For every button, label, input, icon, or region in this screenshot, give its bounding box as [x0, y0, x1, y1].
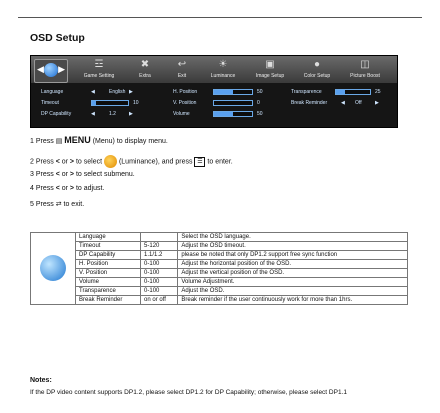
tools-icon: ✖ — [140, 59, 150, 70]
osd-menu-image — [30, 55, 398, 128]
osd-extra-value: Off — [355, 100, 362, 106]
left-key-icon: < — [55, 171, 60, 178]
osd-row-label: Timeout — [41, 100, 59, 106]
left-key-icon: < — [55, 158, 60, 166]
right-key-icon: > — [69, 171, 75, 178]
exit-icon: ↩ — [177, 59, 187, 70]
osd-bar-label: Volume — [173, 111, 190, 117]
luminance-icon — [104, 155, 117, 168]
gamepad-icon: ☲ — [94, 59, 104, 70]
osd-tab-picture-boost: ◫ Picture Boost — [350, 59, 380, 79]
step-5: 5 Press ⇄ to exit. — [30, 201, 85, 208]
osd-bar-value: 0 — [257, 100, 260, 106]
image-icon: ▣ — [265, 59, 275, 70]
table-row: Timeout 5-120 Adjust the OSD timeout. — [31, 242, 408, 251]
luminance-icon — [44, 63, 58, 77]
table-row: H. Position 0-100 Adjust the horizontal position of the OSD. — [31, 260, 408, 269]
osd-tab-image-setup: ▣ Image Setup — [255, 59, 285, 79]
osd-spec-table — [30, 232, 408, 305]
table-row: Volume 0-100 Volume Adjustment. — [31, 278, 408, 287]
osd-extra-label: Break Reminder — [291, 100, 328, 106]
arrow-right-icon: ▶ — [129, 89, 133, 95]
chevron-left-icon: ◀ — [37, 64, 44, 74]
osd-row-label: DP Capability — [41, 111, 72, 117]
right-key-icon: > — [69, 158, 75, 166]
osd-transparence-bar — [335, 89, 371, 95]
osd-tab-game-setting: ☲ Game Setting — [83, 59, 115, 79]
step-1: 1 Press ▤ MENU (Menu) to display menu. — [30, 135, 168, 145]
exit-key-icon: ⇄ — [55, 201, 62, 208]
page-title: OSD Setup — [30, 32, 85, 44]
luminance-globe-icon — [40, 255, 66, 281]
arrow-left-icon: ◀ — [341, 100, 345, 106]
palette-icon: ● — [313, 59, 321, 70]
step-3: 3 Press < or > to select submenu. — [30, 171, 135, 178]
osd-row-value: English — [109, 89, 126, 95]
osd-tab-color-setup: ● Color Setup — [303, 59, 331, 79]
osd-tab-luminance: ☀ Luminance — [210, 59, 236, 79]
left-key-icon: < — [55, 185, 60, 192]
notes-text: If the DP video content supports DP1.2, please select DP1.2 for DP Capability; otherwise, please select DP1.1 — [30, 389, 347, 396]
osd-settings-panel — [31, 83, 397, 127]
table-row: Break Reminder on or off Break reminder if the user continuously work for more than 1hrs. — [31, 296, 408, 305]
osd-tab-extra: ✖ Extra — [139, 59, 151, 79]
top-rule — [18, 17, 422, 18]
table-row: Language Select the OSD language. — [31, 233, 408, 242]
sun-icon: ☀ — [218, 59, 228, 70]
step-2: 2 Press < or > to select (Luminance), and press ☰ to enter. — [30, 155, 233, 168]
osd-vpos-bar — [213, 100, 253, 106]
arrow-right-icon: ▶ — [375, 100, 379, 106]
menu-key-label: MENU — [64, 135, 91, 145]
osd-row-value: 1.2 — [109, 111, 116, 117]
osd-tab-bar — [31, 56, 397, 83]
arrow-left-icon: ◀ — [91, 111, 95, 117]
osd-volume-bar — [213, 111, 253, 117]
arrow-left-icon: ◀ — [91, 89, 95, 95]
osd-bar-value: 50 — [257, 111, 263, 117]
osd-bar-label: V. Position — [173, 100, 197, 106]
osd-row-label: Language — [41, 89, 64, 95]
menu-key-icon: ▤ — [55, 138, 63, 145]
arrow-right-icon: ▶ — [129, 111, 133, 117]
notes-title: Notes: — [30, 377, 52, 384]
osd-extra-value: 25 — [375, 89, 381, 95]
right-key-icon: > — [69, 185, 75, 192]
table-row: Transparence 0-100 Adjust the OSD. — [31, 287, 408, 296]
osd-tab-exit: ↩ Exit — [162, 58, 202, 79]
osd-extra-label: Transparence — [291, 89, 322, 95]
osd-row-value: 10 — [133, 100, 139, 106]
osd-bar-value: 50 — [257, 89, 263, 95]
chevron-right-icon: ▶ — [58, 64, 65, 74]
osd-timeout-bar — [91, 100, 129, 106]
table-row: DP Capability 1.1/1.2 please be noted that only DP1.2 support free sync function — [31, 251, 408, 260]
osd-bar-label: H. Position — [173, 89, 198, 95]
step-4: 4 Press < or > to adjust. — [30, 185, 105, 192]
osd-hpos-bar — [213, 89, 253, 95]
osd-nav-selector — [34, 59, 68, 83]
table-icon-cell — [31, 233, 76, 305]
boost-icon: ◫ — [360, 59, 370, 70]
enter-key-icon: ☰ — [194, 157, 205, 167]
table-row: V. Position 0-100 Adjust the vertical position of the OSD. — [31, 269, 408, 278]
